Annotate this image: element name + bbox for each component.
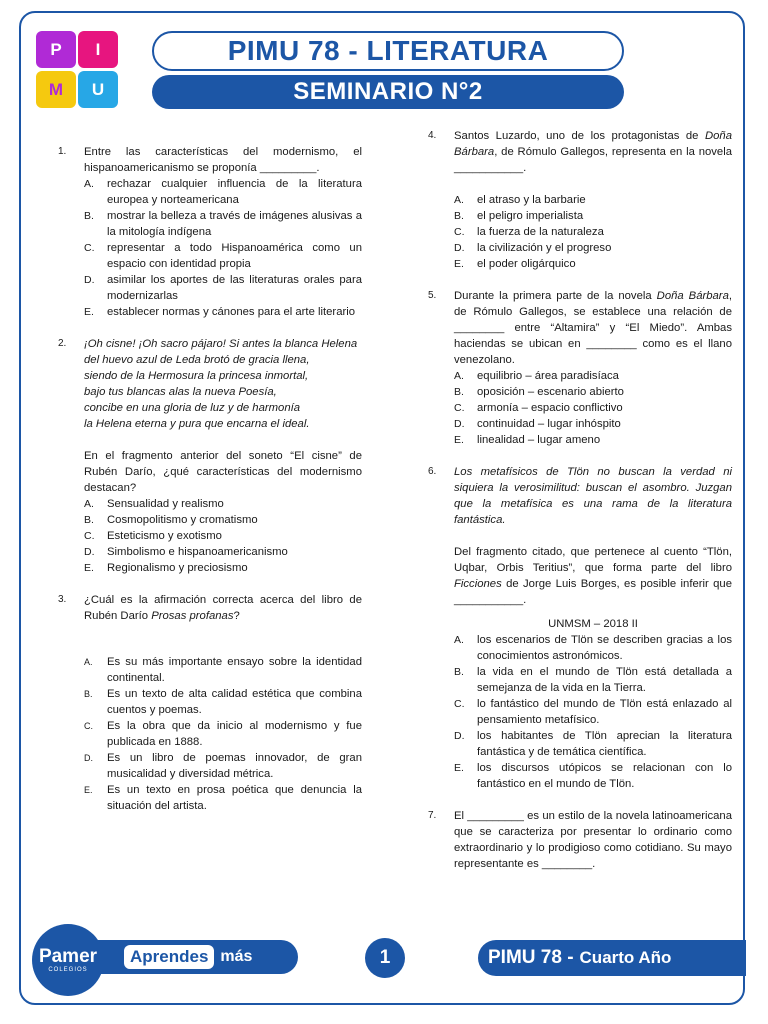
option-e[interactable]: E. Es un texto en prosa poética que denuncia la situación del artista.	[84, 784, 362, 812]
option-c[interactable]: C. armonía – espacio conflictivo	[454, 402, 623, 414]
option-e[interactable]: E. los discursos utópicos se relacionan con lo fantástico en el mundo de Tlön.	[454, 762, 732, 790]
option-a[interactable]: A. el atraso y la barbarie	[454, 194, 586, 206]
question-stem: Durante la primera parte de la novela Doña Bárbara, de Rómulo Gallegos, se establece una relación de ________ entre “Altamira” y “El Miedo”. Ambas haciendas se ubican en ________ como es el llano venezolano.	[454, 290, 732, 366]
question-stem: ¿Cuál es la afirmación correcta acerca del libro de Rubén Darío Prosas profanas?	[84, 594, 362, 622]
option-a[interactable]: A. los escenarios de Tlön se describen gracias a los conocimientos astronómicos.	[454, 634, 732, 662]
question-7	[428, 808, 732, 872]
option-b[interactable]: B. Es un texto de alta calidad estética que combina cuentos y poemas.	[84, 688, 362, 716]
page-number: 1	[365, 938, 405, 978]
poem-line: ¡Oh cisne! ¡Oh sacro pájaro! Si antes la blanca Helena	[84, 338, 358, 350]
question-number: 5.	[428, 290, 437, 301]
option-c[interactable]: C. representar a todo Hispanoamérica como un espacio con identidad propia	[84, 242, 362, 270]
question-stem: El _________ es un estilo de la novela latinoamericana que se caracteriza por presentar lo ordinario como extraordinario y lo prodigioso como cotidiano. Su mayo representante es ________.	[454, 810, 732, 870]
quoted-fragment: Los metafísicos de Tlön no buscan la verdad ni siquiera la verosimilitud: buscan el asombro. Juzgan que la metafísica es una rama de la literatura fantástica.	[454, 466, 732, 526]
course-label	[478, 940, 746, 976]
logo-piece-p: P	[36, 31, 76, 68]
question-stem: Del fragmento citado, que pertenece al cuento “Tlön, Uqbar, Orbis Teritius”, que forma parte del libro Ficciones de Jorge Luis Borges, es posible inferir que ___________.	[454, 546, 732, 606]
option-d[interactable]: D. los habitantes de Tlön aprecian la literatura fantástica y de temática científica.	[454, 730, 732, 758]
slogan-highlight: Aprendes	[124, 945, 214, 969]
book-title: Ficciones	[454, 578, 502, 590]
option-b[interactable]: B. el peligro imperialista	[454, 210, 584, 222]
question-number: 3.	[58, 594, 67, 605]
question-number: 6.	[428, 466, 437, 477]
book-title: Prosas profanas	[151, 610, 234, 622]
option-e[interactable]: E. Regionalismo y preciosismo	[84, 562, 248, 574]
option-d[interactable]: D. Es un libro de poemas innovador, de gran musicalidad y diversidad métrica.	[84, 752, 362, 780]
logo-piece-u: U	[78, 71, 118, 108]
poem-line: concibe en una gloria de luz y de harmonía	[84, 402, 301, 414]
course-code: PIMU 78 -	[488, 947, 574, 968]
question-1	[58, 144, 362, 320]
option-c[interactable]: C. Es la obra que da inicio al modernismo y fue publicada en 1888.	[84, 720, 362, 748]
option-a[interactable]: A. Sensualidad y realismo	[84, 498, 224, 510]
question-stem: Santos Luzardo, uno de los protagonistas de Doña Bárbara, de Rómulo Gallegos, representa en la novela ___________.	[454, 130, 732, 174]
option-d[interactable]: D. Simbolismo e hispanoamericanismo	[84, 546, 288, 558]
option-a[interactable]: A. rechazar cualquier influencia de la literatura europea y norteamericana	[84, 178, 362, 206]
page-title	[152, 31, 624, 71]
option-c[interactable]: C. lo fantástico del mundo de Tlön está enlazado al pensamiento metafísico.	[454, 698, 732, 726]
poem-line: bajo tus blancas alas la nueva Poesía,	[84, 386, 277, 398]
question-5	[428, 288, 732, 448]
question-number: 7.	[428, 810, 437, 821]
option-c[interactable]: C. Esteticismo y exotismo	[84, 530, 222, 542]
poem-line: siendo de la Hermosura la princesa inmortal,	[84, 370, 309, 382]
question-2	[58, 336, 362, 576]
pimu-logo	[36, 31, 120, 109]
option-e[interactable]: E. establecer normas y cánones para el arte literario	[84, 306, 356, 318]
right-column	[428, 128, 732, 872]
brand-name: Pamer	[38, 946, 98, 967]
book-title: Doña Bárbara	[656, 290, 729, 302]
option-a[interactable]: A. Es su más importante ensayo sobre la identidad continental.	[84, 656, 362, 684]
option-d[interactable]: D. asimilar los aportes de las literaturas orales para modernizarlas	[84, 274, 362, 302]
option-b[interactable]: B. mostrar la belleza a través de imágenes alusivas a la mitología indígena	[84, 210, 362, 238]
brand-subtitle: COLEGIOS	[48, 967, 88, 973]
page-title-text: PIMU 78 - LITERATURA	[227, 35, 549, 66]
exam-source: UNMSM – 2018 II	[548, 618, 638, 630]
option-c[interactable]: C. la fuerza de la naturaleza	[454, 226, 604, 238]
question-number: 1.	[58, 146, 67, 157]
question-number: 2.	[58, 338, 67, 349]
logo-piece-m: M	[36, 71, 76, 108]
question-3	[58, 592, 362, 814]
left-column	[58, 144, 362, 814]
pamer-logo	[32, 924, 104, 996]
option-d[interactable]: D. continuidad – lugar inhóspito	[454, 418, 621, 430]
page-subtitle	[152, 75, 624, 109]
question-number: 4.	[428, 130, 437, 141]
question-stem: En el fragmento anterior del soneto “El cisne” de Rubén Darío, ¿qué características del modernismo destacan?	[84, 450, 362, 494]
option-e[interactable]: E. el poder oligárquico	[454, 258, 576, 270]
option-b[interactable]: B. la vida en el mundo de Tlön está detallada a semejanza de la vida en la Tierra.	[454, 666, 732, 694]
logo-piece-i: I	[78, 31, 118, 68]
book-title: Doña Bárbara	[454, 130, 732, 158]
option-d[interactable]: D. la civilización y el progreso	[454, 242, 612, 254]
question-stem: Entre las características del modernismo, el hispanoamericanismo se proponía _________.	[84, 146, 362, 174]
page-subtitle-text: SEMINARIO N°2	[293, 78, 483, 105]
option-a[interactable]: A. equilibrio – área paradisíaca	[454, 370, 619, 382]
slogan-bar	[96, 940, 298, 974]
question-4	[428, 128, 732, 272]
poem-fragment	[84, 336, 362, 432]
slogan-text: más	[220, 948, 253, 965]
question-6	[428, 464, 732, 792]
grade-label: Cuarto Año	[579, 948, 672, 967]
option-b[interactable]: B. Cosmopolitismo y cromatismo	[84, 514, 258, 526]
poem-line: la Helena eterna y pura que encarna el ideal.	[84, 418, 310, 430]
option-b[interactable]: B. oposición – escenario abierto	[454, 386, 624, 398]
poem-line: del huevo azul de Leda brotó de gracia llena,	[84, 354, 310, 366]
option-e[interactable]: E. linealidad – lugar ameno	[454, 434, 601, 446]
